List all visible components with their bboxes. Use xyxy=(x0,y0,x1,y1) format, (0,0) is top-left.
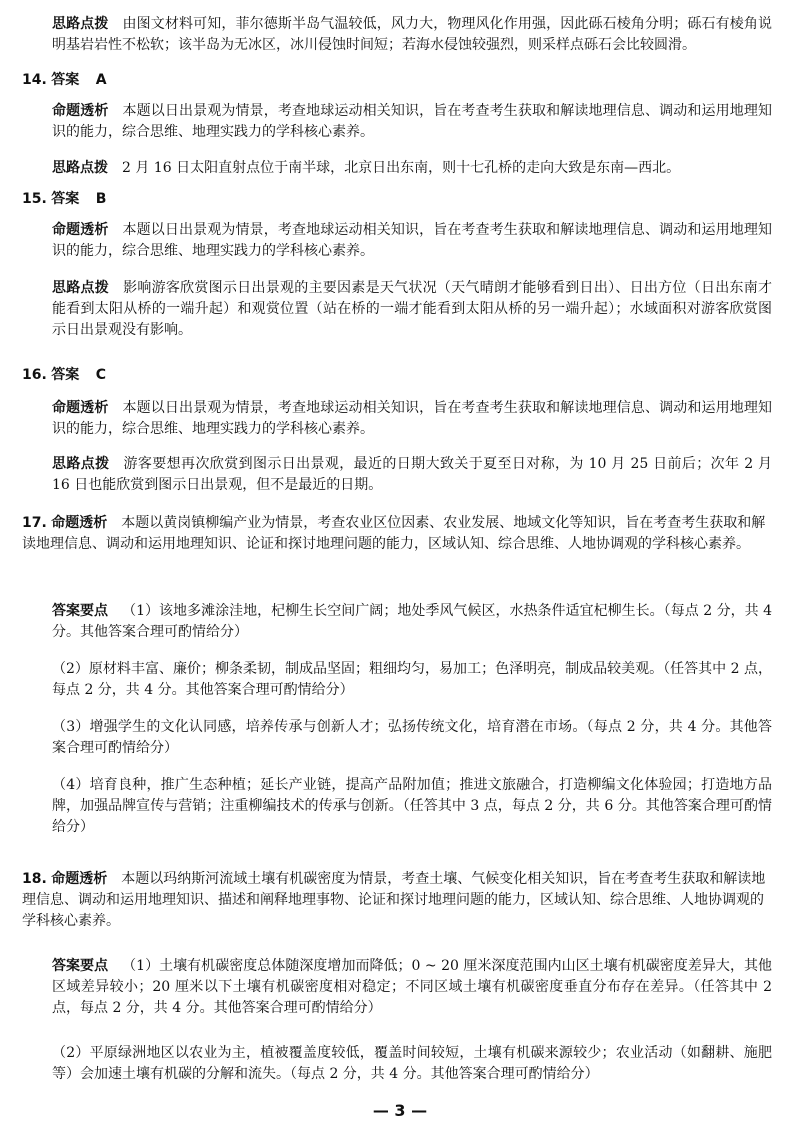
analysis-block xyxy=(52,158,772,179)
section-label: 思路点拨 xyxy=(52,456,110,472)
answer-point: （2）原材料丰富、廉价；柳条柔韧，制成品坚固；粗细均匀，易加工；色泽明亮，制成品较美观。（任答其中 2 点，每点 2 分，共 4 分。其他答案合理可酌情给分） xyxy=(52,661,772,698)
section-text: 影响游客欣赏图示日出景观的主要因素是天气状况（天气晴朗才能够看到日出）、日出方位（日出东南才能看到太阳从桥的一端升起）和观赏位置（站在桥的一端才能看到太阳从桥的另一端升起）；水域面积对游客欣赏图示日出景观没有影响。 xyxy=(52,280,772,338)
answer-point: （3）增强学生的文化认同感，培养传承与创新人才；弘扬传统文化，培育潜在市场。（每点 2 分，共 4 分。其他答案合理可酌情给分） xyxy=(52,719,772,756)
answer-value: A xyxy=(95,72,107,88)
question-number: 14. xyxy=(22,72,47,88)
section-text: 本题以日出景观为情景，考查地球运动相关知识，旨在考查考生获取和解读地理信息、调动和运用地理知识的能力，综合思维、地理实践力的学科核心素养。 xyxy=(52,400,773,437)
analysis-block xyxy=(52,398,772,440)
section-label: 命题透析 xyxy=(51,515,108,531)
section-text: 本题以玛纳斯河流域土壤有机碳密度为情景，考查土壤、气候变化相关知识，旨在考查考生获取和解读地理信息、调动和运用地理知识、描述和阐释地理事物、论证和探讨地理问题的能力，区域认知、综合思维、人地协调观的学科核心素养。 xyxy=(22,871,766,929)
section-label: 命题透析 xyxy=(52,222,109,238)
section-label: 思路点拨 xyxy=(52,280,110,296)
section-text: 游客要想再次欣赏到图示日出景观，最近的日期大致关于夏至日对称，为 10 月 25 日前后；次年 2 月 16 日也能欣赏到图示日出景观，但不是最近的日期。 xyxy=(52,456,772,493)
answer-label: 答案 xyxy=(51,367,80,383)
section-label: 思路点拨 xyxy=(52,160,108,176)
answer-label: 答案 xyxy=(51,72,80,88)
question-17 xyxy=(22,513,772,555)
question-14-answer xyxy=(22,70,107,91)
answer-key-block xyxy=(52,601,772,643)
section-label: 命题透析 xyxy=(52,103,109,119)
question-number: 15. xyxy=(22,191,47,207)
section-text: 本题以日出景观为情景，考查地球运动相关知识，旨在考查考生获取和解读地理信息、调动和运用地理知识的能力，综合思维、地理实践力的学科核心素养。 xyxy=(52,103,773,140)
answer-key-block xyxy=(52,956,772,1019)
section-label: 答案要点 xyxy=(52,958,109,974)
analysis-block xyxy=(52,220,772,262)
question-number: 17. xyxy=(22,515,47,531)
section-text: 由图文材料可知，菲尔德斯半岛气温较低，风力大，物理风化作用强，因此砾石棱角分明；砾石有棱角说明基岩岩性不松软；该半岛为无冰区，冰川侵蚀时间短；若海水侵蚀较强烈，则采样点砾石会比较圆滑。 xyxy=(52,16,773,53)
page-number: — 3 — xyxy=(372,1101,428,1120)
section-text: 本题以日出景观为情景，考查地球运动相关知识，旨在考查考生获取和解读地理信息、调动和运用地理知识的能力，综合思维、地理实践力的学科核心素养。 xyxy=(52,222,773,259)
answer-value: C xyxy=(95,367,106,383)
question-16-answer xyxy=(22,365,106,386)
answer-point: （4）培育良种，推广生态种植；延长产业链，提高产品附加值；推进文旅融合，打造柳编文化体验园；打造地方品牌，加强品牌宣传与营销；注重柳编技术的传承与创新。（任答其中 3 点，每点 2 分，共 6 分。其他答案合理可酌情给分） xyxy=(52,777,772,835)
analysis-block xyxy=(52,101,772,143)
answer-label: 答案 xyxy=(51,191,80,207)
section-label: 思路点拨 xyxy=(52,16,109,32)
section-text: 本题以黄岗镇柳编产业为情景，考查农业区位因素、农业发展、地域文化等知识，旨在考查考生获取和解读地理信息、调动和运用地理知识、论证和探讨地理问题的能力，区域认知、综合思维、人地协调观的学科核心素养。 xyxy=(22,515,766,552)
question-18 xyxy=(22,869,772,932)
section-label: 答案要点 xyxy=(52,603,109,619)
analysis-block xyxy=(52,14,772,56)
section-text: （1）土壤有机碳密度总体随深度增加而降低；0 ~ 20 厘米深度范围内山区土壤有机碳密度差异大，其他区域差异较小；20 厘米以下土壤有机碳密度相对稳定；不同区域土壤有机碳密度垂直分布存在差异。（任答其中 2 点，每点 2 分，共 4 分。其他答案合理可酌情给分） xyxy=(52,958,772,1016)
section-label: 命题透析 xyxy=(52,400,109,416)
answer-value: B xyxy=(95,191,107,207)
question-15-answer xyxy=(22,189,106,210)
answer-point: （2）平原绿洲地区以农业为主，植被覆盖度较低，覆盖时间较短，土壤有机碳来源较少；农业活动（如翻耕、施肥等）会加速土壤有机碳的分解和流失。（每点 2 分，共 4 分。其他答案合理可酌情给分） xyxy=(52,1045,772,1082)
section-text: 2 月 16 日太阳直射点位于南半球，北京日出东南，则十七孔桥的走向大致是东南—西北。 xyxy=(122,160,681,176)
analysis-block xyxy=(52,454,772,496)
section-text: （1）该地多滩涂洼地，杞柳生长空间广阔；地处季风气候区，水热条件适宜杞柳生长。（每点 2 分，共 4 分。其他答案合理可酌情给分） xyxy=(52,603,772,640)
analysis-block xyxy=(52,278,772,341)
section-label: 命题透析 xyxy=(51,871,108,887)
question-number: 16. xyxy=(22,367,47,383)
question-number: 18. xyxy=(22,871,47,887)
